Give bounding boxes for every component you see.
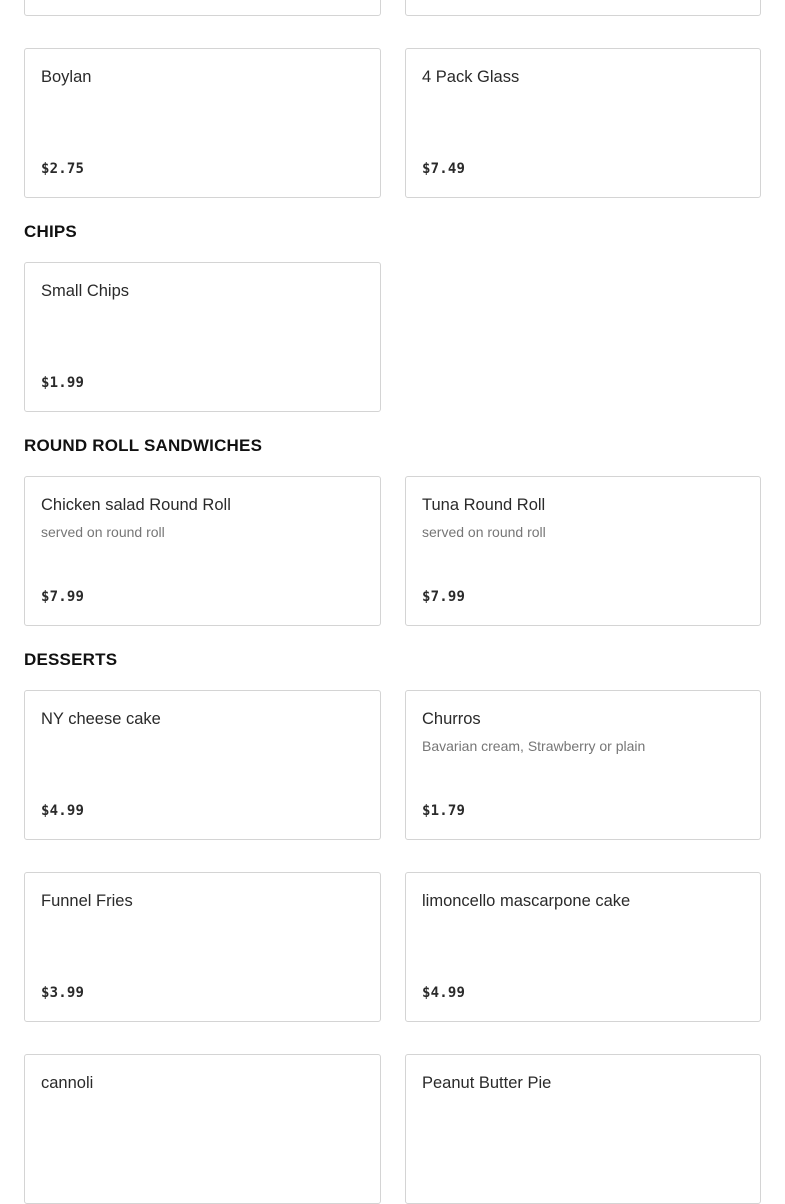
section-title-desserts: DESSERTS: [24, 650, 118, 669]
menu-item-card-partial[interactable]: [24, 0, 381, 16]
item-price: $7.49: [422, 161, 466, 177]
section-title-round-roll-sandwiches: ROUND ROLL SANDWICHES: [24, 436, 263, 455]
menu-item-card-limoncello-mascarpone-cake[interactable]: [405, 872, 761, 1022]
menu-item-card-partial[interactable]: [405, 0, 761, 16]
item-name: Chicken salad Round Roll: [41, 496, 231, 514]
item-price: $7.99: [422, 589, 466, 605]
menu-item-card-chicken-salad-round-roll[interactable]: [24, 476, 381, 626]
item-description: served on round roll: [41, 524, 165, 540]
menu-item-card-funnel-fries[interactable]: [24, 872, 381, 1022]
item-name: cannoli: [41, 1074, 94, 1092]
item-name: Funnel Fries: [41, 892, 133, 910]
menu-item-card-4-pack-glass[interactable]: [405, 48, 761, 198]
item-price: $7.99: [41, 589, 85, 605]
menu-item-card-cannoli[interactable]: [24, 1054, 381, 1204]
item-name: limoncello mascarpone cake: [422, 892, 631, 910]
item-name: 4 Pack Glass: [422, 68, 520, 86]
item-name: NY cheese cake: [41, 710, 161, 728]
menu-item-card-tuna-round-roll[interactable]: [405, 476, 761, 626]
item-description: served on round roll: [422, 524, 546, 540]
item-name: Churros: [422, 710, 481, 728]
item-description: Bavarian cream, Strawberry or plain: [422, 738, 646, 754]
item-price: $2.75: [41, 161, 85, 177]
item-name: Tuna Round Roll: [422, 496, 546, 514]
item-name: Small Chips: [41, 282, 130, 300]
item-price: $4.99: [41, 803, 85, 819]
item-price: $1.79: [422, 803, 466, 819]
item-price: $1.99: [41, 375, 85, 391]
item-name: Boylan: [41, 68, 92, 86]
menu-item-card-churros[interactable]: [405, 690, 761, 840]
menu-item-card-small-chips[interactable]: [24, 262, 381, 412]
item-price: $3.99: [41, 985, 85, 1001]
menu-item-card-boylan[interactable]: [24, 48, 381, 198]
section-title-chips: CHIPS: [24, 222, 77, 241]
item-name: Peanut Butter Pie: [422, 1074, 552, 1092]
item-price: $4.99: [422, 985, 466, 1001]
menu-item-card-peanut-butter-pie[interactable]: [405, 1054, 761, 1204]
menu-item-card-ny-cheese-cake[interactable]: [24, 690, 381, 840]
